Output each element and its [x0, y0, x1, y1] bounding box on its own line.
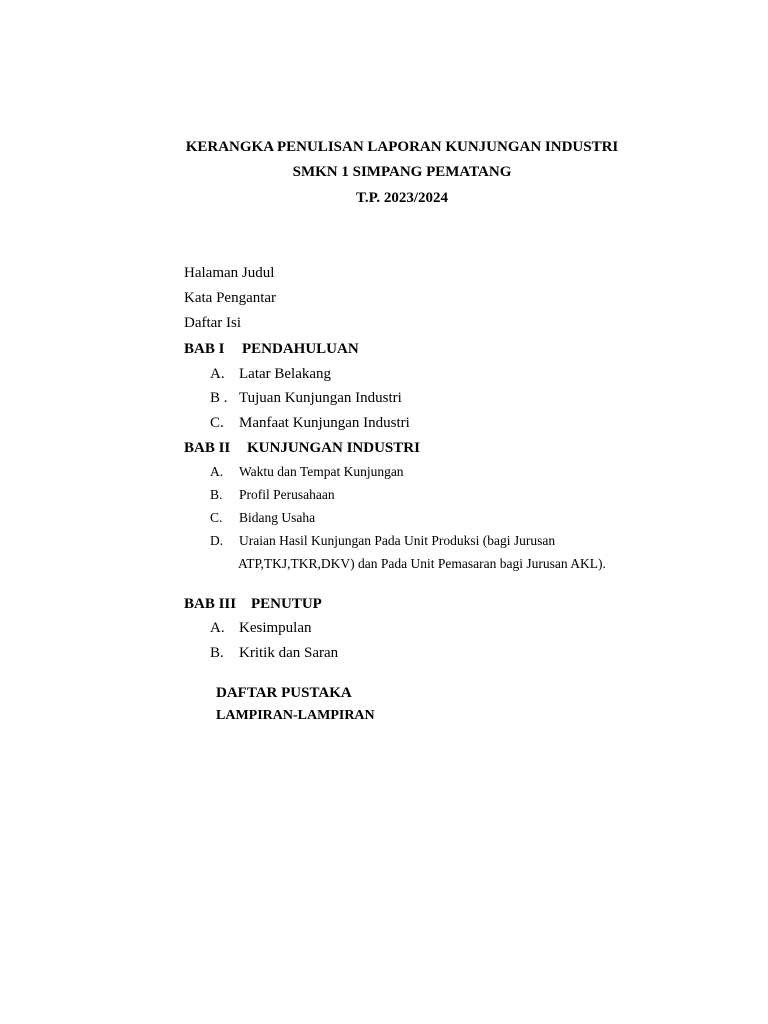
front-matter-kata-pengantar: Kata Pengantar — [184, 290, 277, 306]
bab3-item-b-marker: B. — [210, 645, 224, 661]
bab2-item-a-text: Waktu dan Tempat Kunjungan — [239, 464, 404, 479]
front-matter-daftar-isi: Daftar Isi — [184, 315, 242, 331]
bab2-item-d-text: Uraian Hasil Kunjungan Pada Unit Produksi (bagi Jurusan — [239, 533, 556, 548]
bab1-item-a-marker: A. — [210, 366, 225, 382]
school-name: SMKN 1 SIMPANG PEMATANG — [292, 164, 512, 180]
bab2-label: BAB II — [184, 440, 231, 456]
bab2-item-d-marker: D. — [210, 533, 224, 548]
bab2-item-a-marker: A. — [210, 464, 224, 479]
daftar-pustaka: DAFTAR PUSTAKA — [216, 685, 352, 701]
front-matter-halaman-judul: Halaman Judul — [184, 265, 275, 281]
bab1-item-c-text: Manfaat Kunjungan Industri — [239, 415, 410, 431]
bab2-item-c-text: Bidang Usaha — [239, 510, 316, 525]
bab2-item-d-continuation: ATP,TKJ,TKR,DKV) dan Pada Unit Pemasaran bagi Jurusan AKL). — [238, 556, 606, 571]
bab1-item-b-text: Tujuan Kunjungan Industri — [239, 390, 402, 406]
bab1-item-c-marker: C. — [210, 415, 224, 431]
bab1-item-a-text: Latar Belakang — [239, 366, 332, 382]
bab3-item-a-text: Kesimpulan — [239, 620, 312, 636]
lampiran-lampiran: LAMPIRAN-LAMPIRAN — [216, 708, 375, 723]
academic-year: T.P. 2023/2024 — [355, 190, 449, 206]
bab1-label: BAB I — [184, 341, 225, 357]
bab1-item-b-marker: B . — [210, 390, 228, 406]
bab2-item-c-marker: C. — [210, 510, 223, 525]
bab2-item-b-text: Profil Perusahaan — [239, 487, 335, 502]
bab3-item-a-marker: A. — [210, 620, 225, 636]
bab3-item-b-text: Kritik dan Saran — [239, 645, 339, 661]
bab3-title: PENUTUP — [251, 596, 322, 612]
bab3-label: BAB III — [184, 596, 237, 612]
bab2-title: KUNJUNGAN INDUSTRI — [247, 440, 420, 456]
document-title: KERANGKA PENULISAN LAPORAN KUNJUNGAN INDUSTRI — [185, 139, 619, 155]
bab2-item-b-marker: B. — [210, 487, 223, 502]
bab1-title: PENDAHULUAN — [242, 341, 359, 357]
